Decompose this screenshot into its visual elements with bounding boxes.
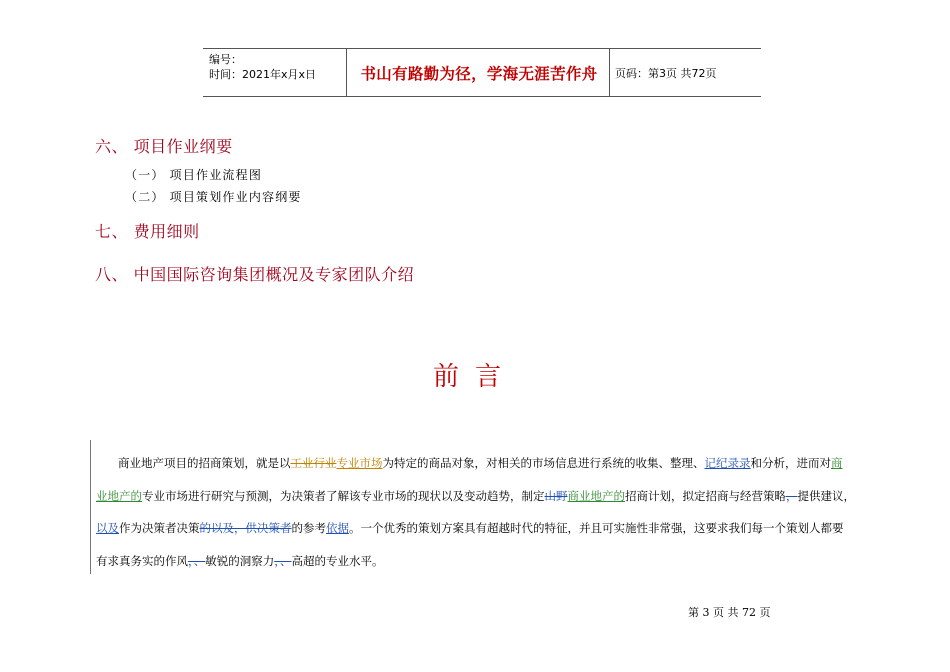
paragraph-line-3	[96, 520, 844, 536]
text-run: 提供建议，	[797, 489, 855, 503]
deleted-text: ，、	[274, 554, 292, 568]
paragraph-line-1	[118, 455, 843, 471]
inserted-text: 记纪录录	[704, 456, 751, 470]
text-run: 和分析，进而对	[750, 456, 831, 470]
toc-item-6: 六、 项目作业纲要	[95, 137, 233, 156]
toc-item-7: 七、 费用细则	[95, 222, 200, 241]
text-run: 的	[291, 521, 303, 535]
header-page-number: 页码：第3页 共72页	[615, 66, 717, 80]
header-table	[203, 48, 761, 97]
deleted-text: ，	[786, 489, 798, 503]
toc-item-6-1: （一） 项目作业流程图	[125, 168, 263, 182]
text-run: 商业地产项目的招商策划，就是以	[118, 456, 291, 470]
page-title: 前言	[432, 362, 517, 392]
paragraph-line-4	[96, 553, 384, 569]
inserted-text: 商业地产的	[567, 489, 625, 503]
text-run: 作为决策者决策	[119, 521, 200, 535]
text-run: 。一个优秀的策划方案具有超越时代的特征，并且可实施性非常强，这要求我们每一个策划人都要	[349, 521, 844, 535]
time-label: 时间：2021年x月x日	[209, 68, 317, 81]
header-info-cell	[209, 52, 316, 82]
deleted-text: 的以及，供决策者	[199, 521, 292, 535]
text-run: 有求真务实的作风	[96, 554, 188, 568]
header-divider	[609, 49, 610, 96]
text-run: 高超的专业水平。	[291, 554, 384, 568]
inserted-text: 业地产的	[96, 489, 142, 503]
change-bar	[90, 440, 91, 574]
deleted-text: ，、	[188, 554, 206, 568]
inserted-text: 商	[831, 456, 843, 470]
text-run: 为特定的商品对象，对相关的市场信息进行系统的收集、整理、	[382, 456, 705, 470]
code-label: 编号：	[209, 53, 242, 66]
text-run: 专业市场进行研究与预测，为决策者了解该专业市场的现状以及变动趋势，制定	[142, 489, 545, 503]
toc-item-8: 八、 中国国际咨询集团概况及专家团队介绍	[95, 265, 415, 284]
page-footer: 第 3 页 共 72 页	[688, 606, 771, 619]
deleted-text: 工业行业	[290, 456, 337, 470]
header-divider	[346, 49, 347, 96]
toc-item-6-2: （二） 项目策划作业内容纲要	[125, 190, 302, 204]
text-run: 参考	[303, 521, 326, 535]
text-run: 敏锐的洞察力	[205, 554, 275, 568]
inserted-text: 专业市场	[336, 456, 383, 470]
deleted-text: 山野	[544, 489, 568, 503]
header-motto: 书山有路勤为径，学海无涯苦作舟	[360, 63, 598, 83]
inserted-text: 依据	[326, 521, 349, 535]
inserted-text: 以及	[96, 521, 119, 535]
paragraph-line-2	[96, 488, 855, 504]
text-run: 招商计划，拟定招商与经营策略	[625, 489, 786, 503]
